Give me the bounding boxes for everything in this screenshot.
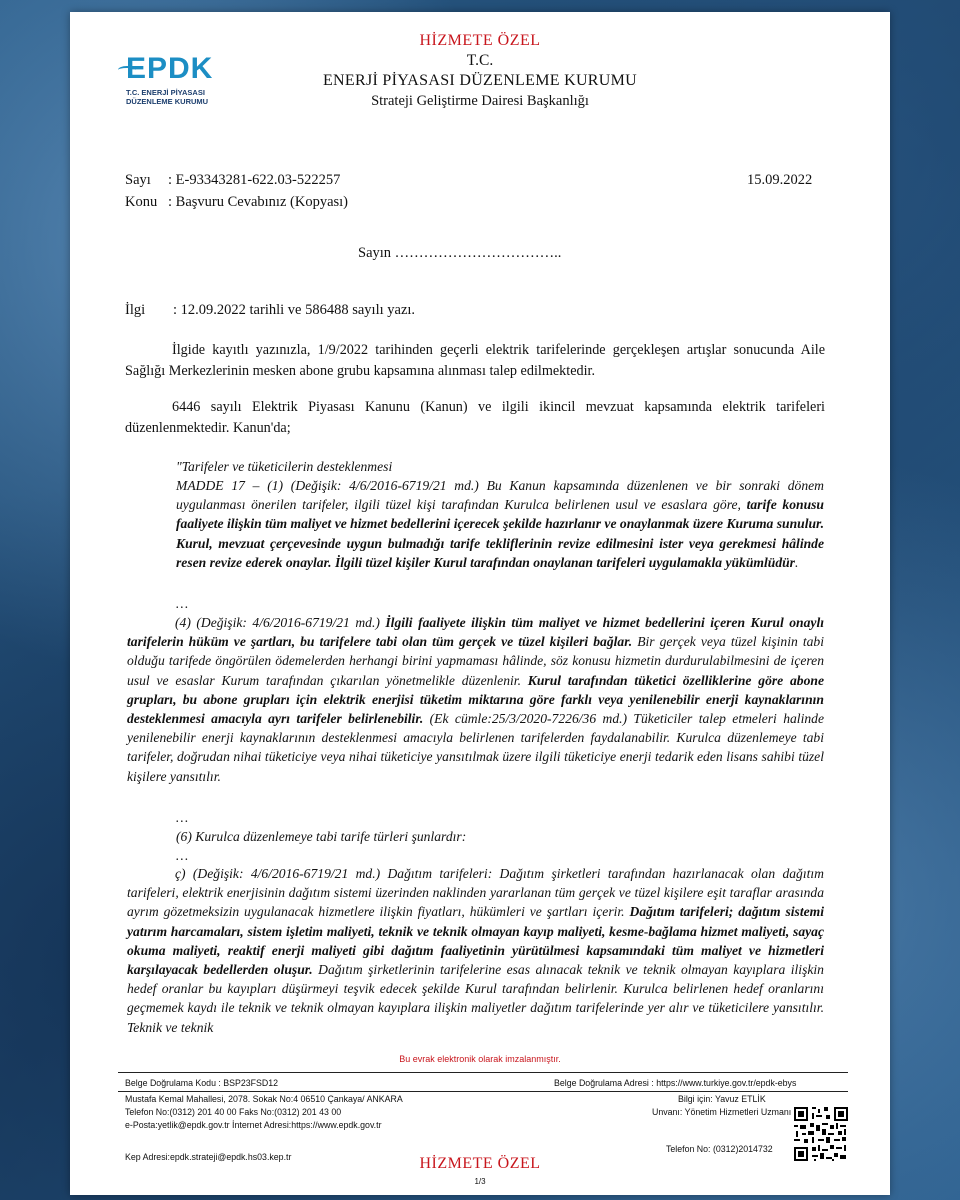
footer-divider-2 [118,1091,848,1092]
sayi-value: : E-93343281-622.03-522257 [168,172,341,188]
quote-madde-17-6-c-text-2: Dağıtım şirketlerinin tarifelerine esas alınacak teknik ve teknik olmayan kayıplara ilişkin hedef oranlar bu kayıpları düşürmeyi teşvik edecek şekilde Kurul tarafından belirlenir. Kurulca belirlenen hedef oranlarını geçmemek kaydı ile teknik ve teknik olmayan kayıplara ilişkin maliyetler dağıtım tarifelerinde yer alır ve tüketicilere yansıtılır. Teknik ve teknik [127,962,824,1035]
ilgi-value: : 12.09.2022 tarihli ve 586488 sayılı yazı. [173,302,416,318]
quote-madde-17-1-end: . [794,554,799,570]
quote-madde-17-6-c [127,864,824,1037]
footer-divider-1 [118,1072,848,1073]
ellipsis-1: … [176,596,189,611]
sayi-label: Sayı [125,172,151,188]
footer-email-web: e-Posta:yetlik@epdk.gov.tr İnternet Adresi:https://www.epdk.gov.tr [125,1120,382,1130]
contact-title: Unvanı: Yönetim Hizmetleri Uzmanı [652,1107,792,1117]
paragraph-2: 6446 sayılı Elektrik Piyasası Kanunu (Kanun) ve ilgili ikincil mevzuat kapsamında elektrik tarifeleri düzenlenmektedir. Kanun'da; [125,399,825,436]
contact-person: Bilgi için: Yavuz ETLİK [678,1094,766,1104]
footer-kep: Kep Adresi:epdk.strateji@epdk.hs03.kep.tr [125,1152,292,1162]
quote-madde-17-1 [176,476,824,572]
konu-value: : Başvuru Cevabınız (Kopyası) [168,194,349,210]
classification-bottom: HİZMETE ÖZEL [419,1155,541,1172]
header-department: Strateji Geliştirme Dairesi Başkanlığı [371,93,589,109]
quote-madde-17-4-text-1: Bir gerçek veya tüzel kişinin tabi olduğu tarifede öngörülen ödemelerden herhangi birini yapmaması hâlinde, söz konusu hizmetin durdurulabilmesini de içeren usul ve esaslar Kurum tarafından çıkarılan yönetmelikle düzenlenir. [127,634,824,688]
quote-madde-17-4-bold-1: İlgili faaliyete ilişkin tüm maliyet ve hizmet bedellerini içeren Kurul onaylı tarifelerin hüküm ve şartları, bu tarifelere tabi olan tüm gerçek ve tüzel kişileri bağlar. [127,615,825,650]
header-tc: T.C. [466,52,494,69]
paragraph-1: İlgide kayıtlı yazınızla, 1/9/2022 tarihinden geçerli elektrik tarifelerinde gerçekleşen artışlar sonucunda Aile Sağlığı Merkezlerinin mesken abone grubu kapsamına alınması talep edilmektedir. [125,342,825,379]
verification-code: Belge Doğrulama Kodu : BSP23FSD12 [125,1078,279,1088]
page-number: 1/3 [474,1177,486,1186]
quote-madde-17-6-c-bold: Dağıtım tarifeleri; dağıtım sistemi yatırım harcamaları, sistem işletim maliyeti, teknik ve teknik olmayan kayıp maliyeti, kesme-bağlama hizmet maliyeti, sayaç okuma maliyeti, reaktif enerji maliyeti gibi dağıtım faaliyetinin yürütülmesi kapsamındaki tüm maliyet ve hizmetleri karşılayacak bedellerden oluşur. [127,904,824,978]
salutation: Sayın …………………………….. [358,245,562,261]
ilgi-label: İlgi [125,302,146,318]
ellipsis-2: … [176,810,189,825]
footer-address: Mustafa Kemal Mahallesi, 2078. Sokak No:4 06510 Çankaya/ ANKARA [125,1094,403,1104]
quote-title: "Tarifeler ve tüketicilerin desteklenmesi [176,459,393,474]
header-institution: ENERJİ PİYASASI DÜZENLEME KURUMU [322,72,638,89]
footer-phone: Telefon No:(0312) 201 40 00 Faks No:(0312) 201 43 00 [125,1107,342,1117]
document-date: 15.09.2022 [747,172,813,188]
logo-mark: EPDK [126,52,214,85]
document-page [70,12,890,1195]
quote-madde-17-4-bold-2: Kurul tarafından tüketici özelliklerine göre abone grupları, bu abone grupları için elektrik enerjisi tüketim miktarına göre farklı veya yenilenebilir enerji kaynaklarının desteklenmesi amacıyla ayrı tarifeler belirlenebilir. [127,672,824,727]
verification-address: Belge Doğrulama Adresi : https://www.turkiye.gov.tr/epdk-ebys [554,1078,797,1088]
logo-line-2: DÜZENLEME KURUMU [126,97,209,106]
quote-madde-17-4 [127,613,824,786]
e-signature-note: Bu evrak elektronik olarak imzalanmıştır. [399,1054,561,1064]
konu-label: Konu [125,194,158,210]
logo-line-1: T.C. ENERJİ PİYASASI [126,88,205,97]
classification-top: HİZMETE ÖZEL [419,32,541,49]
ellipsis-3: … [176,848,189,863]
quote-madde-17-6: (6) Kurulca düzenlemeye tabi tarife türleri şunlardır: [176,829,467,844]
quote-madde-17-4-ref: (4) (Değişik: 4/6/2016-6719/21 md.) [175,615,386,630]
quote-madde-17-4-text-2: (Ek cümle:25/3/2020-7226/36 md.) Tüketiciler talep etmeleri halinde yenilenebilir enerji kaynaklarının desteklenmesi amacıyla belirlenen tarifelerden faydalanabilir. Kurulca düzenlemeye tabi tarifeler, doğrudan nihai tüketiciye veya nihai tüketiciye yansıtılmak üzere ilgili tüketiciye enerji tedarik eden lisans sahibi tüzel kişilere yansıtılır. [127,711,824,784]
quote-madde-17-1-bold: tarife konusu faaliyete ilişkin tüm maliyet ve hizmet bedellerini içerecek şekilde hazırlanır ve onaylanmak üzere Kuruma sunulur. Kurul, mevzuat çerçevesinde uygun bulmadığı tarife tekliflerinin revize edilmesini ister veya gerekmesi hâlinde resen revize ederek onaylar. İlgili tüzel kişiler Kurul tarafından onaylanan tarifeleri uygulamakla yükümlüdür [176,497,824,570]
quote-madde-17-1-text: MADDE 17 – (1) (Değişik: 4/6/2016-6719/21 md.) Bu Kanun kapsamında düzenlenen ve bir sonraki dönem uygulanması önerilen tarifeler, ilgili tüzel kişi tarafından Kurulca belirlenen usul ve esaslara göre, [176,478,824,513]
quote-madde-17-6-c-text-1: ç) (Değişik: 4/6/2016-6719/21 md.) Dağıtım tarifeleri: Dağıtım şirketleri tarafından hazırlanacak olan dağıtım tarifeleri, elektrik enerjisinin dağıtım sistemi üzerinden naklinden yararlanan tüm gerçek ve tüzel kişilere eşit taraflar arasında ayrım gözetmeksizin uygulanacak hizmetlere ilişkin fiyatları, hükümleri ve şartları içerir. [127,866,824,920]
contact-phone: Telefon No: (0312)2014732 [666,1144,773,1154]
